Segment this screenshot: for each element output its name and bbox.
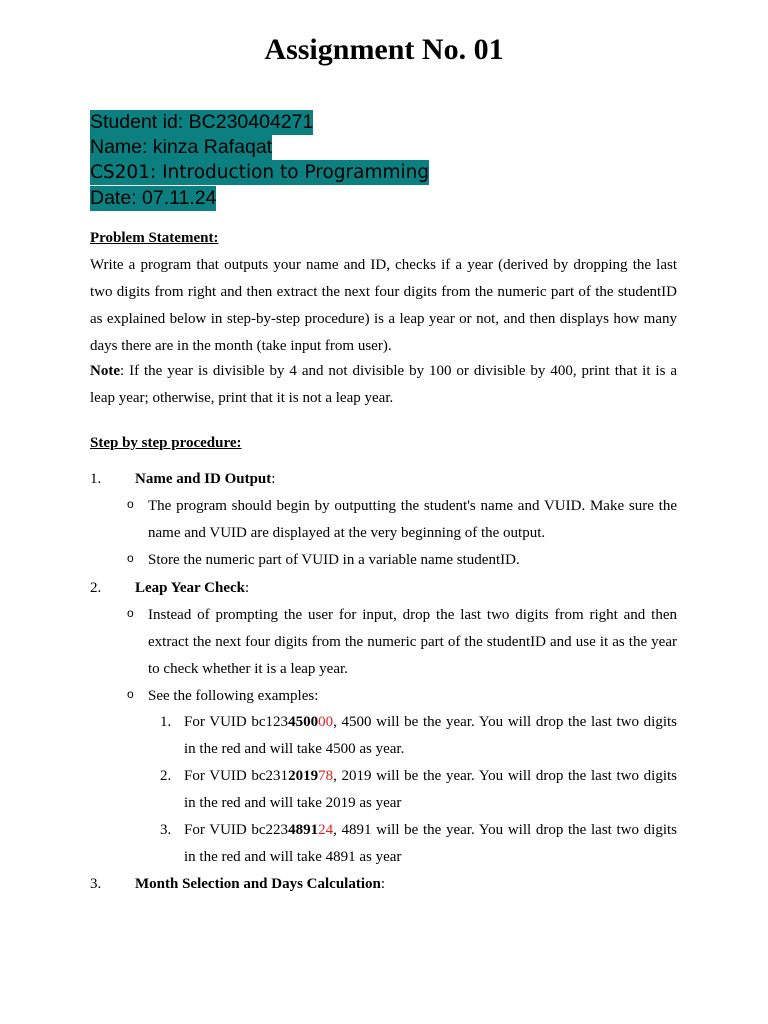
example-text: For VUID bc223489124, 4891 will be the year. You will drop the last two digits in the red and will take 4891 as year: [184, 822, 677, 865]
course-line: [90, 160, 429, 185]
name-line: [90, 135, 272, 160]
bullet-icon: o: [127, 497, 134, 511]
course-code: CS201:: [90, 162, 157, 183]
example-text: For VUID bc231201978, 2019 will be the year. You will drop the last two digits in the red and will take 2019 as year: [184, 768, 677, 811]
procedure-heading: Step by step procedure:: [90, 435, 242, 451]
example-number: 3.: [160, 822, 172, 838]
dropped-digits: 24: [318, 822, 334, 838]
example-number: 2.: [160, 768, 172, 784]
document-page: Assignment No. 01 Student id: BC230404271 Name: kinza Rafaqat CS201: Introduction to Programming Date: 07.11.24 Problem Statement: Write a program that outputs your name and ID, checks if a year (derived by dropping the last two digits from right and then extract the next four digits from the numeric part of the studentID as explained below in step-by-step procedure) is a leap year or not, and then displays how many days there are in the month (take input from user). Note: If the year is divisible by 4 and not divisible by 100 or divisible by 400, print that it is a leap year; otherwise, print that it is not a leap year. Step by step procedure: 1. Name and ID Output: o The program should begin by outputting the student's name and VUID. Make sure the name and VUID are displayed at the very beginning of the output. o Store the numeric part of VUID in a variable name studentID. 2. Leap Year Check: o Instead of prompting the user for input, drop the last two digits from right and then extract the next four digits from the numeric part of the studentID and use it as the year to check whether it is a leap year. o See the following examples: 1. For VUID bc123450000, 4500 will be the year. You will drop the last two digits in the red and will take 4500 as year. 2. For VUID bc231201978, 2019 will be the year. You will drop the last two digits in the red and will take 2019 as year 3. For VUID bc223489124, 4891 will be the year. You will drop the last two digits in the red and will take 4891 as year 3. Month Selection and Days Calculation:: [0, 0, 768, 1024]
note-paragraph: [90, 358, 677, 412]
step-number: 2.: [90, 580, 102, 596]
dropped-digits: 78: [318, 768, 334, 784]
name-label: Name:: [90, 136, 148, 158]
bullet-icon: o: [127, 687, 134, 701]
date-line: Date: 07.11.24: [90, 187, 217, 209]
student-id-line: Student id: BC230404271: [90, 111, 314, 133]
name-value: kinza Rafaqat: [147, 136, 273, 158]
bullet-text: The program should begin by outputting the student's name and VUID. Make sure the name and VUID are displayed at the very beginning of the output.: [148, 498, 677, 541]
bullet-text: See the following examples:: [148, 688, 319, 704]
bullet-icon: o: [127, 606, 134, 620]
step-label: Leap Year Check: [135, 580, 245, 596]
page-title: Assignment No. 01: [264, 33, 504, 66]
step-number: 1.: [90, 471, 102, 487]
step-label: Month Selection and Days Calculation: [135, 876, 381, 892]
bullet-text: Store the numeric part of VUID in a variable name studentID.: [148, 552, 520, 568]
note-text: : If the year is divisible by 4 and not divisible by 100 or divisible by 400, print that it is a leap year; otherwise, print that it is not a leap year.: [90, 363, 677, 406]
student-info-block: [90, 110, 429, 211]
step-number: 3.: [90, 876, 102, 892]
step-label: Name and ID Output: [135, 471, 272, 487]
problem-heading: Problem Statement:: [90, 230, 219, 246]
course-name: Introduction to Programming: [156, 162, 430, 183]
dropped-digits: 00: [318, 714, 334, 730]
example-number: 1.: [160, 714, 172, 730]
bullet-icon: o: [127, 551, 134, 565]
example-text: For VUID bc123450000, 4500 will be the year. You will drop the last two digits in the red and will take 4500 as year.: [184, 714, 677, 757]
bullet-text: Instead of prompting the user for input, drop the last two digits from right and then extract the next four digits from the numeric part of the studentID and use it as the year to check whether it is a leap year.: [148, 607, 677, 677]
problem-paragraph: Write a program that outputs your name and ID, checks if a year (derived by dropping the last two digits from right and then extract the next four digits from the numeric part of the studentID as explained below in step-by-step procedure) is a leap year or not, and then displays how many days there are in the month (take input from user).: [90, 257, 677, 354]
note-label: Note: [90, 363, 120, 379]
